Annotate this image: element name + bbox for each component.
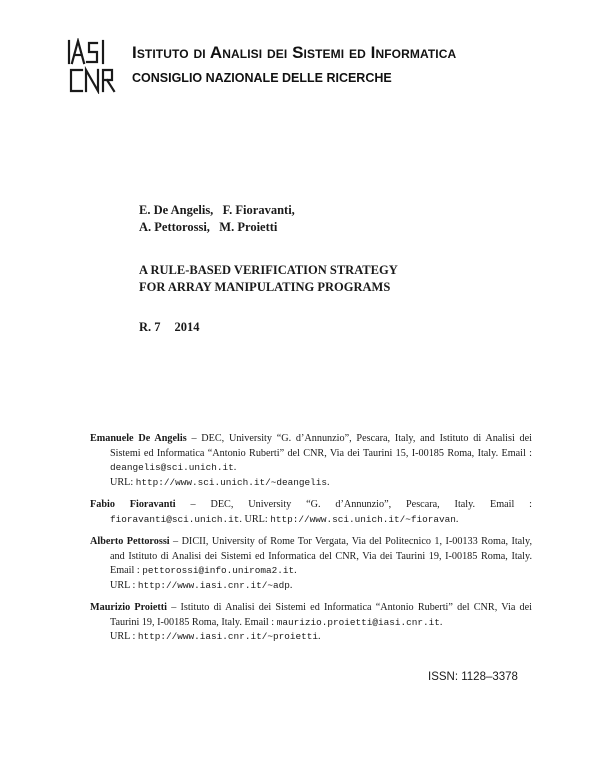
title-line-2: FOR ARRAY MANIPULATING PROGRAMS [139,280,391,294]
affiliation-pettorossi [90,535,532,593]
authors-line-1: E. De Angelis, F. Fioravanti, [139,203,295,217]
affiliation-author-name: Alberto Pettorossi [90,536,170,547]
url-label: URL : [110,579,138,591]
iasi-cnr-logo [64,38,120,94]
punctuation: . [239,513,245,525]
affiliation-text: – Istituto di Analisi dei Sistemi ed Informatica “Antonio Ruberti” del CNR, Via dei Taurini 19, I-00185 Roma, Italy. Email : [110,602,533,628]
url-label: URL: [110,476,136,488]
council-name: CONSIGLIO NAZIONALE DELLE RICERCHE [132,71,392,85]
report-year: 2014 [174,320,200,334]
affiliation-proietti [90,601,532,645]
punctuation: . [289,579,293,591]
title-line-1: A RULE-BASED VERIFICATION STRATEGY [139,263,398,277]
report-id: R. 7 [139,320,161,334]
url-link[interactable]: http://www.iasi.cnr.it/~proietti [137,631,318,642]
url-link[interactable]: http://www.sci.unich.it/~deangelis [135,476,328,488]
url-label: URL : [110,631,138,642]
url-label: URL: [244,513,271,525]
url-link[interactable]: http://www.sci.unich.it/~fioravan [270,513,456,525]
affiliations [90,432,532,653]
affiliation-author-name: Maurizio Proietti [90,602,167,613]
email-link[interactable]: deangelis@sci.unich.it [110,462,234,473]
email-link[interactable]: fioravanti@sci.unich.it [110,513,240,525]
institute-header [132,43,456,85]
issn-number: ISSN: 1128–3378 [428,671,518,683]
report-title [139,262,398,296]
punctuation: . [294,565,297,576]
punctuation: . [455,513,459,525]
punctuation: . [439,616,443,628]
punctuation: . [317,631,321,642]
affiliation-author-name: Emanuele De Angelis [90,433,187,444]
url-link[interactable]: http://www.iasi.cnr.it/~adp [137,579,290,591]
email-link[interactable]: maurizio.proietti@iasi.cnr.it [276,616,440,628]
email-link[interactable]: pettorossi@info.uniroma2.it [142,565,295,576]
institute-name: Istituto di Analisi dei Sistemi ed Informatica [132,43,457,62]
affiliation-text: – DEC, University “G. d’Annunzio”, Pescara, Italy, and Istituto di Analisi dei Sistemi ed Informatica “Antonio Ruberti” del CNR, Via dei Taurini 15, I-00185 Roma, Italy. Email : [110,433,532,459]
report-number [139,320,200,335]
authors-line-2: A. Pettorossi, M. Proietti [139,220,278,234]
affiliation-fioravanti [90,498,532,527]
punctuation: . [233,462,237,473]
author-list [139,202,295,236]
affiliation-text: – DICII, University of Rome Tor Vergata, Via del Politecnico 1, I-00133 Roma, Italy, and Istituto di Analisi dei Sistemi ed Informatica del CNR, Via dei Taurini 19, I-00185 Roma, Italy. Email : [110,536,532,576]
punctuation: . [327,476,330,488]
affiliation-author-name: Fabio Fioravanti [90,499,176,510]
affiliation-de-angelis [90,432,532,490]
affiliation-text: – DEC, University “G. d’Annunzio”, Pescara, Italy. Email : [175,499,532,510]
